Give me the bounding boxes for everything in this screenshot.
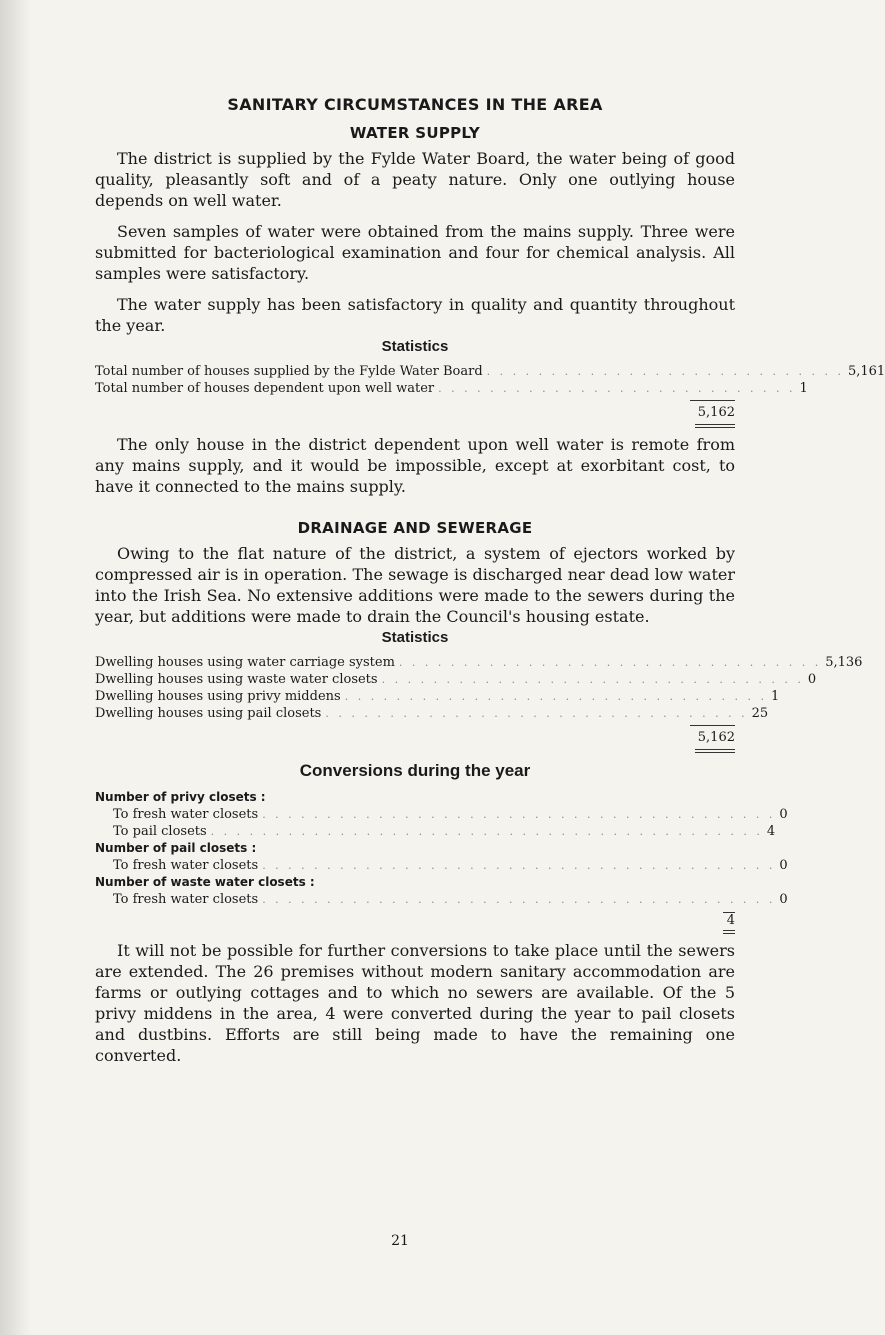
row-value: 0 (779, 858, 788, 873)
table-row (95, 654, 863, 671)
total-row (95, 397, 735, 421)
row-value: 0 (807, 672, 817, 687)
table-row (95, 823, 776, 840)
total-value: 5,162 (690, 400, 735, 421)
conversions-table (95, 789, 788, 934)
leader-dots: . . . . . . . . . . . . . . . . . . . . . . . . . . . . . . . . . . . . . . . . (262, 808, 776, 821)
row-value: 4 (766, 824, 776, 839)
water-para-1: The district is supplied by the Fylde Water Board, the water being of good quality, pleasantly soft and of a peaty nature. Only one outlying house depends on well water. (95, 149, 735, 210)
rule (723, 930, 735, 934)
drainage-statistics-table (95, 654, 863, 753)
conversions-title: Conversions during the year (299, 761, 531, 780)
table-row (95, 688, 780, 705)
water-statistics-table (95, 363, 885, 428)
group-heading: Number of pail closets : (95, 841, 257, 855)
drainage-statistics-title: Statistics (381, 629, 449, 646)
row-label: Dwelling houses using water carriage system (95, 655, 395, 670)
row-label: To pail closets (113, 824, 207, 839)
table-row (95, 806, 788, 823)
total-row (95, 722, 735, 746)
table-row (95, 705, 769, 722)
table-row (95, 380, 808, 397)
row-value: 0 (779, 807, 788, 822)
leader-dots: . . . . . . . . . . . . . . . . . . . . . . . . . . . . (486, 365, 844, 378)
row-label: To fresh water closets (113, 892, 259, 907)
leader-dots: . . . . . . . . . . . . . . . . . . . . . . . . . . . . . . . . . (398, 656, 822, 669)
conversions-para: It will not be possible for further conversions to take place until the sewers are extended. The 26 premises without modern sanitary accommodation are farms or outlying cottages and to which no sewers are available. Of the 5 privy middens in the area, 4 were converted during the year to pail closets and dustbins. Efforts are still being made to have the remaining one converted. (95, 941, 735, 1065)
leader-dots: . . . . . . . . . . . . . . . . . . . . . . . . . . . . . . . . . . . . . . . . (262, 859, 776, 872)
double-rule (695, 749, 735, 753)
total-value: 5,162 (690, 725, 735, 746)
row-label: Dwelling houses using pail closets (95, 706, 322, 721)
row-label: Total number of houses supplied by the Fylde Water Board (95, 364, 483, 379)
total-value: 4 (726, 913, 735, 928)
total-row (95, 908, 735, 934)
row-label: Dwelling houses using privy middens (95, 689, 341, 704)
double-rule (695, 424, 735, 428)
row-label: Total number of houses dependent upon well water (95, 381, 435, 396)
water-para-2: Seven samples of water were obtained from the mains supply. Three were submitted for bacteriological examination and four for chemical analysis. All samples were satisfactory. (95, 222, 735, 283)
row-value: 5,136 (825, 655, 863, 670)
leader-dots: . . . . . . . . . . . . . . . . . . . . . . . . . . . . . . . . . (325, 707, 748, 720)
table-row (95, 363, 885, 380)
drainage-title: DRAINAGE AND SEWERAGE (297, 519, 533, 537)
row-label: To fresh water closets (113, 858, 259, 873)
row-label: To fresh water closets (113, 807, 259, 822)
page-number: 21 (391, 1233, 409, 1249)
drainage-para-1: Owing to the flat nature of the district, a system of ejectors worked by compressed air is in operation. The sewage is discharged near dead low water into the Irish Sea. No extensive additions were made to the sewers during the year, but additions were made to drain the Council's housing estate. (95, 544, 735, 626)
water-para-3: The water supply has been satisfactory in quality and quantity throughout the year. (95, 295, 735, 335)
row-value: 25 (751, 706, 769, 721)
page-edge-shadow (0, 0, 30, 1335)
group-heading: Number of privy closets : (95, 790, 266, 804)
table-row (95, 857, 788, 874)
page-content (95, 95, 885, 1076)
page-heading: SANITARY CIRCUMSTANCES IN THE AREA (227, 95, 603, 114)
leader-dots: . . . . . . . . . . . . . . . . . . . . . . . . . . . . (438, 382, 796, 395)
leader-dots: . . . . . . . . . . . . . . . . . . . . . . . . . . . . . . . . . . . . . . . . (262, 893, 776, 906)
water-para-4: The only house in the district dependent upon well water is remote from any mains supply, and it would be impossible, except at exorbitant cost, to have it connected to the mains supply. (95, 435, 735, 496)
total-block (723, 908, 735, 934)
water-statistics-title: Statistics (381, 338, 449, 355)
row-value: 5,161 (847, 364, 885, 379)
table-row (95, 891, 788, 908)
row-label: Dwelling houses using waste water closets (95, 672, 378, 687)
leader-dots: . . . . . . . . . . . . . . . . . . . . . . . . . . . . . . . . . . . . . . . . . . . (210, 825, 763, 838)
group-heading: Number of waste water closets : (95, 875, 315, 889)
row-value: 0 (779, 892, 788, 907)
table-row (95, 671, 817, 688)
row-value: 1 (799, 381, 808, 396)
water-supply-title: WATER SUPPLY (349, 124, 481, 142)
row-value: 1 (770, 689, 780, 704)
leader-dots: . . . . . . . . . . . . . . . . . . . . . . . . . . . . . . . . . (344, 690, 767, 703)
leader-dots: . . . . . . . . . . . . . . . . . . . . . . . . . . . . . . . . . (381, 673, 804, 686)
